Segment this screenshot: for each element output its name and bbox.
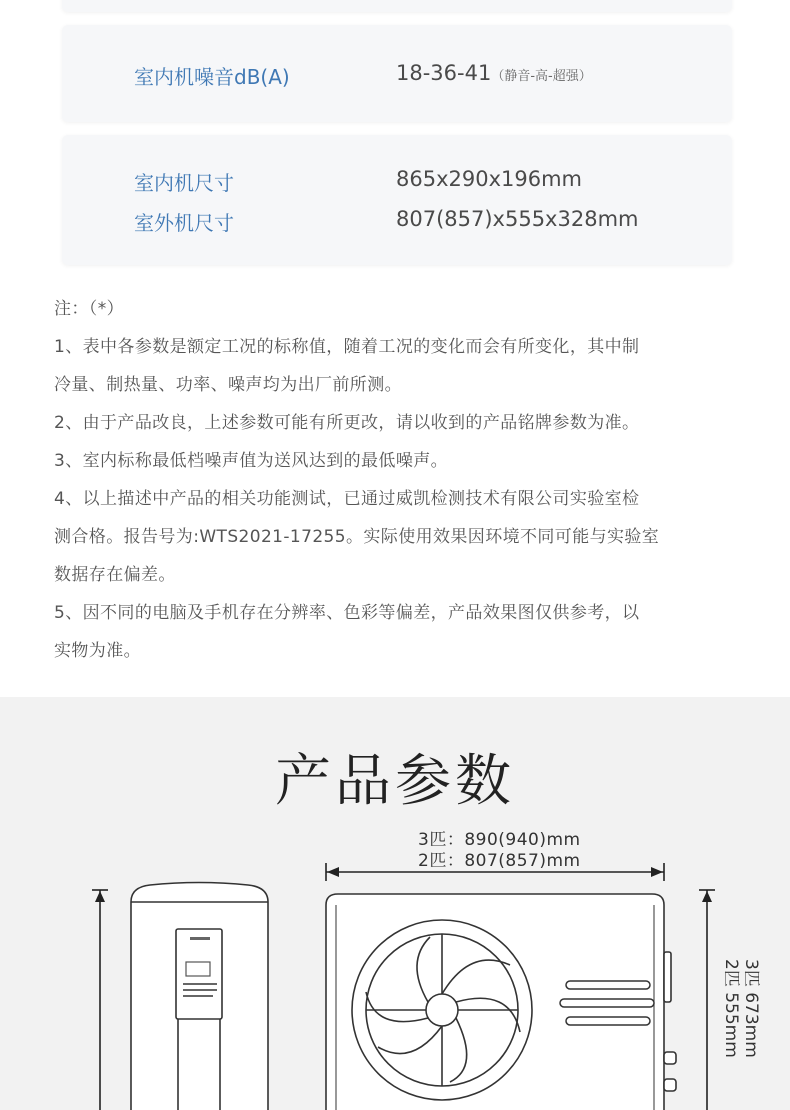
note-line: 1、表中各参数是额定工况的标称值，随着工况的变化而会有所变化，其中制 (54, 337, 640, 357)
note-line: 测合格。报告号为:WTS2021-17255。实际使用效果因环境不同可能与实验室 (54, 527, 660, 547)
height-dimensions (721, 959, 776, 1079)
height-dimension-2p: 2匹 555mm (721, 959, 741, 1058)
note-line: 3、室内标称最低档噪声值为送风达到的最低噪声。 (54, 451, 449, 471)
spec-card-previous (62, 0, 732, 12)
spec-value-noise (396, 61, 592, 85)
width-dimension-arrow (326, 863, 664, 881)
outdoor-grille-icon (560, 981, 654, 1025)
note-line: 4、以上描述中产品的相关功能测试，已通过威凯检测技术有限公司实验室检 (54, 489, 640, 509)
note-line: 冷量、制热量、功率、噪声均为出厂前所测。 (54, 375, 402, 395)
note-line: 2、由于产品改良，上述参数可能有所更改，请以收到的产品铭牌参数为准。 (54, 413, 640, 433)
outdoor-height-arrow (699, 890, 715, 1110)
spec-value-indoor-size: 865x290x196mm (396, 167, 583, 191)
spec-row-noise (134, 61, 712, 91)
noise-note: （静音-高-超强） (491, 69, 592, 84)
spec-value-outdoor-size: 807(857)x555x328mm (396, 207, 639, 231)
spec-row-outdoor-size (134, 207, 712, 237)
width-dimension-2p: 2匹：807(857)mm (418, 851, 581, 871)
width-dimension-3p: 3匹：890(940)mm (418, 830, 581, 850)
spec-label-indoor-size: 室内机尺寸 (134, 171, 234, 195)
note-line: 5、因不同的电脑及手机存在分辨率、色彩等偏差，产品效果图仅供参考，以 (54, 603, 640, 623)
spec-label-outdoor-size: 室外机尺寸 (134, 211, 234, 235)
product-params-section (0, 697, 790, 1110)
noise-value: 18-36-41 (396, 61, 492, 85)
spec-row-indoor-size (134, 167, 712, 197)
note-line: 实物为准。 (54, 641, 141, 661)
spec-label-noise: 室内机噪音dB(A) (134, 65, 290, 89)
spec-card-noise (62, 25, 732, 122)
notes-section (54, 290, 754, 670)
notes-title: 注：（*） (54, 299, 124, 319)
note-line: 数据存在偏差。 (54, 565, 176, 585)
spec-card-size (62, 135, 732, 265)
product-dimension-drawing (0, 697, 790, 1110)
indoor-height-arrow (92, 890, 108, 1110)
params-title: 产品参数 (275, 749, 515, 814)
height-dimension-3p: 3匹 673mm (741, 959, 761, 1058)
